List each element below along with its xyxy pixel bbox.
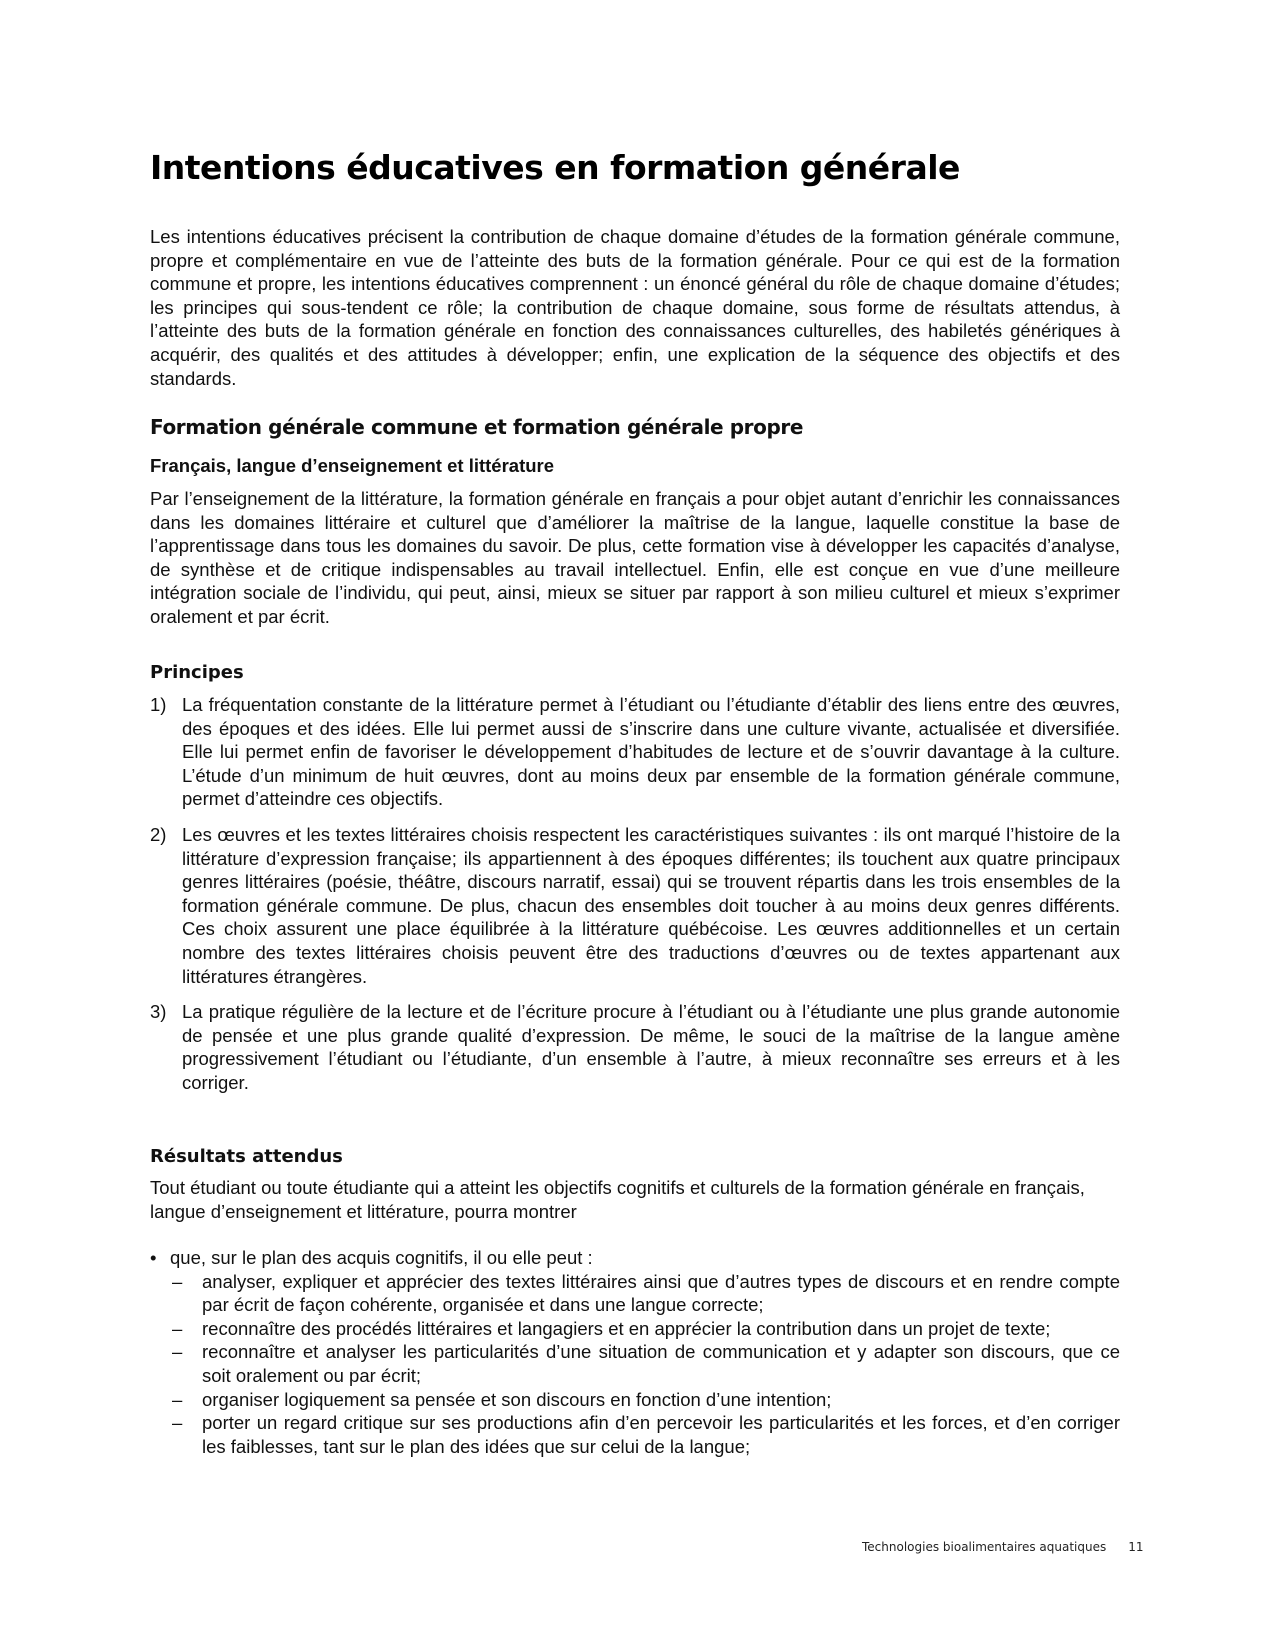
dash-icon: – [172, 1341, 183, 1363]
intro-paragraph: Les intentions éducatives précisent la contribution de chaque domaine d’études de la formation générale commune, propre et complémentaire en vue de l’atteinte des buts de la formation générale. Pour ce qui est de la formation commune et propre, les intentions éducatives comprennent : un énoncé général du rôle de chaque domaine d’études; les principes qui sous-tendent ce rôle; la contribution de chaque domaine, sous forme de résultats attendus, à l’atteinte des buts de la formation générale en fonction des connaissances culturelles, des habiletés génériques à acquérir, des qualités et des attitudes à développer; enfin, une explication de la séquence des objectifs et des standards. [150, 226, 1120, 389]
bullet-list [150, 1246, 1120, 1458]
francais-paragraph: Par l’enseignement de la littérature, la formation générale en français a pour objet autant d’enrichir les connaissances dans les domaines littéraire et culturel que d’améliorer la maîtrise de la langue, laquelle constitue la base de l’apprentissage dans tous les domaines du savoir. De plus, cette formation vise à développer les capacités d’analyse, de synthèse et de critique indispensables au travail intellectuel. Enfin, elle est conçue en vue d’une meilleure intégration sociale de l’individu, qui peut, ainsi, mieux se situer par rapport à son milieu culturel et mieux s’exprimer oralement et par écrit. [150, 488, 1120, 627]
item-text: Les œuvres et les textes littéraires choisis respectent les caractéristiques suivantes : ils ont marqué l’histoire de la littérature d’expression française; ils appartiennent à des époques différentes; ils touchent aux quatre principaux genres littéraires (poésie, théâtre, discours narratif, essai) qui se trouvent répartis dans les trois ensembles de la formation générale commune. De plus, chacun des ensembles doit toucher à au moins deux genres différents. Ces choix assurent une place équilibrée à la littérature québécoise. Les œuvres additionnelles et un certain nombre des textes littéraires choisis peuvent être des traductions d’œuvres ou de textes appartenant aux littératures étrangères. [182, 823, 1120, 987]
footer-program: Technologies bioalimentaires aquatiques [862, 1540, 1107, 1554]
dash-item [150, 1388, 1120, 1412]
item-number: 2) [150, 823, 167, 845]
principes-list [150, 693, 1120, 1107]
dash-item [150, 1270, 1120, 1317]
item-number: 1) [150, 694, 167, 715]
bullet-text: que, sur le plan des acquis cognitifs, il ou elle peut : [170, 1247, 593, 1268]
item-text: La fréquentation constante de la littérature permet à l’étudiant ou l’étudiante d’établir des liens entre des œuvres, des époques et des idées. Elle lui permet aussi de s’inscrire dans une culture vivante, actualisée et diversifiée. Elle lui permet enfin de favoriser le développement d’habitudes de lecture et de s’ouvrir davantage à la culture. L’étude d’un minimum de huit œuvres, dont au moins deux par ensemble de la formation générale commune, permet d’atteindre ces objectifs. [182, 694, 1120, 810]
page-footer [862, 1540, 1144, 1554]
item-text: La pratique régulière de la lecture et de l’écriture procure à l’étudiant ou à l’étudiante une plus grande autonomie de pensée et une plus grande qualité d’expression. De même, le souci de la maîtrise de la langue amène progressivement l’étudiant ou l’étudiante, d’un ensemble à l’autre, à mieux reconnaître ses erreurs et à les corriger. [182, 1001, 1120, 1093]
dash-text: reconnaître et analyser les particularités d’une situation de communication et y adapter son discours, que ce soit oralement ou par écrit; [202, 1341, 1120, 1386]
dash-text: reconnaître des procédés littéraires et langagiers et en apprécier la contribution dans un projet de texte; [202, 1317, 1051, 1339]
principe-item [150, 693, 1120, 811]
page-title: Intentions éducatives en formation générale [150, 148, 960, 187]
dash-icon: – [172, 1270, 183, 1292]
resultats-paragraph: Tout étudiant ou toute étudiante qui a atteint les objectifs cognitifs et culturels de la formation générale en français, langue d’enseignement et littérature, pourra montrer [150, 1177, 1085, 1222]
dash-text: analyser, expliquer et apprécier des textes littéraires ainsi que d’autres types de discours et en rendre compte par écrit de façon cohérente, organisée et dans une langue correcte; [202, 1270, 1120, 1316]
dash-text: porter un regard critique sur ses productions afin d’en percevoir les particularités et les forces, et d’en corriger les faiblesses, tant sur le plan des idées que sur celui de la langue; [202, 1412, 1120, 1457]
resultats-heading: Résultats attendus [150, 1146, 343, 1167]
section-heading: Formation générale commune et formation générale propre [150, 415, 804, 439]
dash-icon: – [172, 1317, 183, 1339]
principe-item [150, 1000, 1120, 1094]
dash-icon: – [172, 1388, 183, 1410]
principe-item [150, 823, 1120, 988]
dash-icon: – [172, 1412, 183, 1434]
item-number: 3) [150, 1001, 167, 1023]
principes-heading: Principes [150, 662, 244, 683]
dash-item [150, 1340, 1120, 1387]
dash-item [150, 1411, 1120, 1458]
page-number: 11 [1128, 1540, 1144, 1554]
dash-list [150, 1270, 1120, 1459]
dash-text: organiser logiquement sa pensée et son discours en fonction d’une intention; [202, 1388, 832, 1410]
bullet-icon: • [150, 1247, 157, 1268]
subsection-heading: Français, langue d’enseignement et littérature [150, 455, 555, 476]
dash-item [150, 1317, 1120, 1341]
